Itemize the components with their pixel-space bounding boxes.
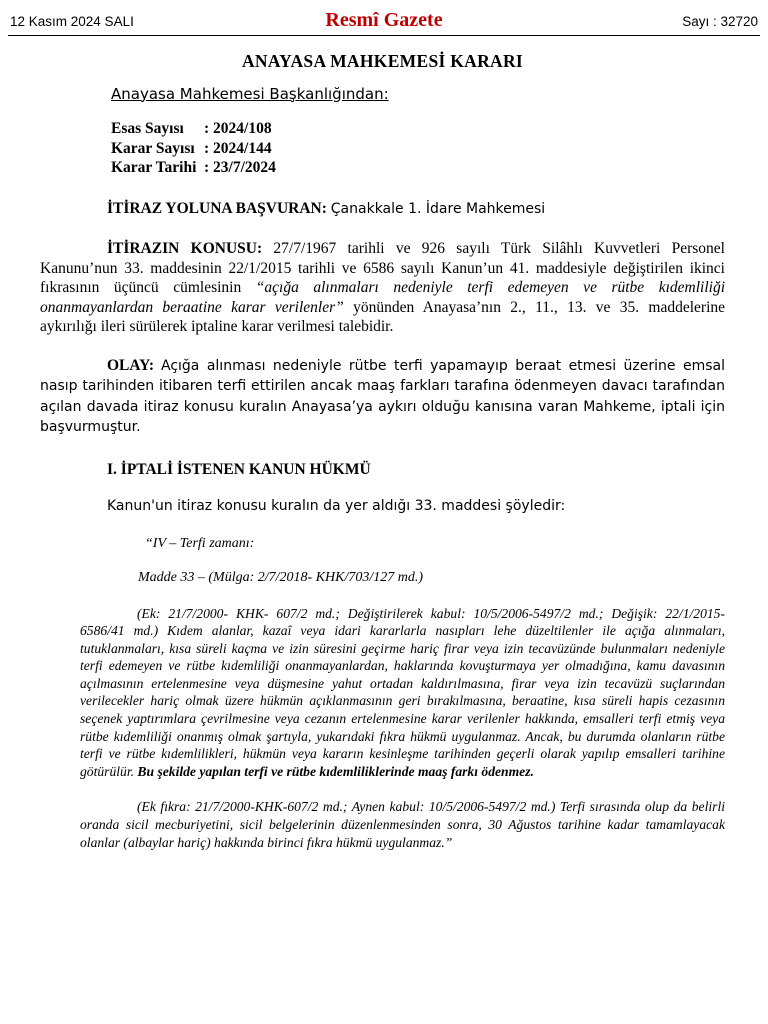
case-meta [111, 119, 725, 178]
header-divider [8, 35, 760, 36]
subject-label: İTİRAZIN KONUSU: [107, 240, 263, 257]
section-intro-text: Kanun'un itiraz konusu kuralın da yer aldığı 33. maddesi şöyledir: [107, 498, 566, 514]
applicant-label: İTİRAZ YOLUNA BAŞVURAN: [107, 199, 327, 217]
applicant-paragraph [40, 199, 725, 220]
gazette-title: Resmî Gazete [325, 9, 443, 31]
meta-label: Karar Tarihi [111, 159, 197, 176]
quoted-paragraph-1 [40, 605, 725, 781]
header-date: 12 Kasım 2024 SALI [10, 14, 134, 29]
meta-label: Esas Sayısı [111, 120, 184, 137]
event-label: OLAY: [107, 356, 155, 374]
document-subheading: Anayasa Mahkemesi Başkanlığından: [111, 84, 389, 103]
section-intro [40, 496, 725, 517]
meta-value: : 2024/144 [204, 139, 272, 157]
quoted-paragraph-1-text: (Ek: 21/7/2000- KHK- 607/2 md.; Değiştirilerek kabul: 10/5/2006-5497/2 md.; Değişik: 22/1/2015- 6586/41 md.) Kıdem alanlar, kazaî veya idari kararlarla nasıpları lehe düzeltilenler ile açığa alınmaları, tutuklanmaları, kısa süreli kaçma ve izin süresini geçirme hariç firar veya izin tecavüzünde bulunmaları nedeniyle terfi edemeyen ve rütbe kıdemliliği onanmayanlardan, haklarında kovuşturmaya yer olmadığına, kamu davasının açılmasının ertelenmesine veya düşmesine yahut ortadan kaldırılmasına, firar veya izin tecavüzü suçlarından verilecekler hariç olmak üzere hükmün açıklanmasının geri bırakılmasına, beraatine, kısa süreli hapis cezasının seçenek yaptırımlara çevrilmesine veya cezanın ertelenmesine karar verilenler hakkında, emsalleri terfi etmiş veya rütbe kıdemliliği onanmış olmak şartıyla, yukarıdaki fıkra hükmü uygulanmaz. Ancak, bu durumda olanların rütbe terfi ve rütbe kıdemlilikleri, hükmün veya kararın kesinleşme tarihinden geçerli olarak yapılıp emsalleri tarihine götürülür. [80, 605, 725, 779]
subject-quote: “açığa alınmaları nedeniyle terfi edemeyen ve rütbe kıdemliliği onanmayanlardan beraatine karar verilenler” [40, 279, 725, 316]
subject-paragraph [40, 239, 725, 337]
gazette-header [0, 8, 768, 36]
applicant-value: Çanakkale 1. İdare Mahkemesi [330, 200, 546, 217]
meta-label: Karar Sayısı [111, 139, 195, 157]
quoted-title: “IV – Terfi zamanı: [145, 535, 255, 551]
subject-text: 27/7/1967 tarihli ve 926 sayılı Türk Silâhlı Kuvvetleri Personel Kanunu’nun 33. maddesinin 22/1/2015 tarihli ve 6586 sayılı Kanun’un 41. maddesiyle değiştirilen ikinci fıkrasının üçüncü cümlesinin [40, 240, 725, 296]
meta-value: : 2024/108 [204, 120, 272, 137]
section-title: I. İPTALİ İSTENEN KANUN HÜKMÜ [107, 460, 371, 478]
meta-row [111, 158, 725, 178]
meta-row [111, 139, 725, 159]
document-heading: ANAYASA MAHKEMESİ KARARI [241, 51, 524, 71]
meta-value: : 23/7/2024 [204, 159, 276, 176]
document-body [40, 52, 725, 851]
issue-number: Sayı : 32720 [682, 14, 758, 29]
event-paragraph [40, 356, 725, 438]
meta-row [111, 119, 725, 139]
quoted-paragraph-1-bold: Bu şekilde yapılan terfi ve rütbe kıdemliliklerinde maaş farkı ödenmez. [137, 763, 534, 779]
quoted-article: Madde 33 – (Mülga: 2/7/2018- KHK/703/127 md.) [138, 570, 424, 585]
subject-text-end: yönünden Anayasa’nın 2., 11., 13. ve 35. maddelerine aykırılığı ileri sürülerek iptaline karar verilmesi talebidir. [40, 298, 726, 335]
quoted-paragraph-2: (Ek fıkra: 21/7/2000-KHK-607/2 md.; Aynen kabul: 10/5/2006-5497/2 md.) Terfi sırasında olup da belirli oranda sicil mecburiyetini, sicil belgelerinin düzenlenmesinden sonra, 30 Ağustos tarihine kadar tamamlayacak olanlar (albaylar hariç) hakkında birinci fıkra hükmü uygulanmaz.” [80, 799, 725, 850]
event-text: Açığa alınması nedeniyle rütbe terfi yapamayıp beraat etmesi üzerine emsal nasıp tarihinden itibaren terfi ettirilen ancak maaş farkları tarafına ödenmeyen davacı tarafından açılan davada itiraz konusu kuralın Anayasa’ya aykırı olduğu kanısına varan Mahkeme, iptali için başvurmuştur. [40, 357, 725, 435]
